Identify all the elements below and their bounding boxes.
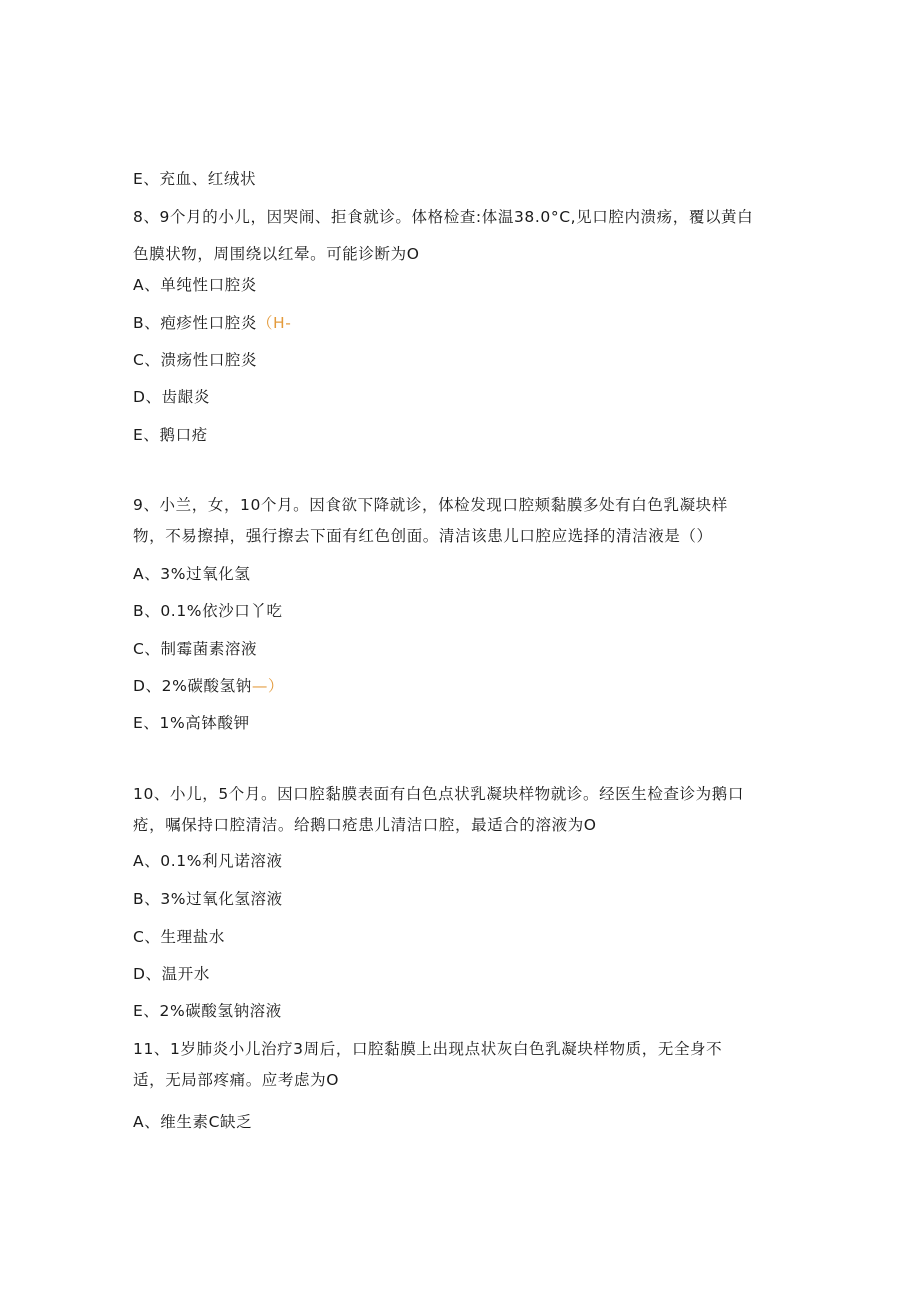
q8-option-b xyxy=(133,313,292,333)
q9-option-e: E、1%高钵酸钾 xyxy=(133,714,250,732)
q8-option-c: C、溃疡性口腔炎 xyxy=(133,351,258,369)
q9-option-d-text: D、2%碳酸氢钠 xyxy=(133,677,252,695)
q9-option-b: B、0.1%依沙口丫吃 xyxy=(133,602,283,620)
q8-stem-line2: 色膜状物，周围绕以红晕。可能诊断为O xyxy=(133,245,420,263)
q9-option-a: A、3%过氧化氢 xyxy=(133,565,251,583)
q10-option-a: A、0.1%利凡诺溶液 xyxy=(133,852,283,870)
q9-stem-line2: 物，不易擦掉，强行擦去下面有红色创面。清洁该患儿口腔应选择的清洁液是（） xyxy=(133,527,713,545)
q11-stem-line1: 11、1岁肺炎小儿治疗3周后，口腔黏膜上出现点状灰白色乳凝块样物质，无全身不 xyxy=(133,1040,723,1058)
q8-option-b-text: B、疱疹性口腔炎 xyxy=(133,314,257,332)
q10-option-b: B、3%过氧化氢溶液 xyxy=(133,890,283,908)
q9-option-c: C、制霉菌素溶液 xyxy=(133,640,258,658)
q7-option-e: E、充血、红绒状 xyxy=(133,170,257,188)
q10-option-d: D、温开水 xyxy=(133,965,210,983)
q8-option-a: A、单纯性口腔炎 xyxy=(133,276,257,294)
q9-stem-line1: 9、小兰，女，10个月。因食欲下降就诊，体检发现口腔颊黏膜多处有白色乳凝块样 xyxy=(133,496,728,514)
q8-option-e: E、鹅口疮 xyxy=(133,426,208,444)
q10-option-e: E、2%碳酸氢钠溶液 xyxy=(133,1002,282,1020)
q8-option-b-mark: （H- xyxy=(256,314,292,332)
q8-option-d: D、齿龈炎 xyxy=(133,388,210,406)
q10-stem-line1: 10、小儿，5个月。因口腔黏膜表面有白色点状乳凝块样物就诊。经医生检查诊为鹅口 xyxy=(133,785,744,803)
q9-option-d-mark: —） xyxy=(251,677,285,695)
q10-stem-line2: 疮，嘱保持口腔清洁。给鹅口疮患儿清洁口腔，最适合的溶液为O xyxy=(133,816,597,834)
q8-stem-line1: 8、9个月的小儿，因哭闹、拒食就诊。体格检查:体温38.0°C,见口腔内溃疡，覆以黄白 xyxy=(133,208,754,226)
q11-stem-line2: 适，无局部疼痛。应考虑为O xyxy=(133,1071,340,1089)
q10-option-c: C、生理盐水 xyxy=(133,928,225,946)
q9-option-d xyxy=(133,676,284,696)
q11-option-a: A、维生素C缺乏 xyxy=(133,1113,253,1131)
